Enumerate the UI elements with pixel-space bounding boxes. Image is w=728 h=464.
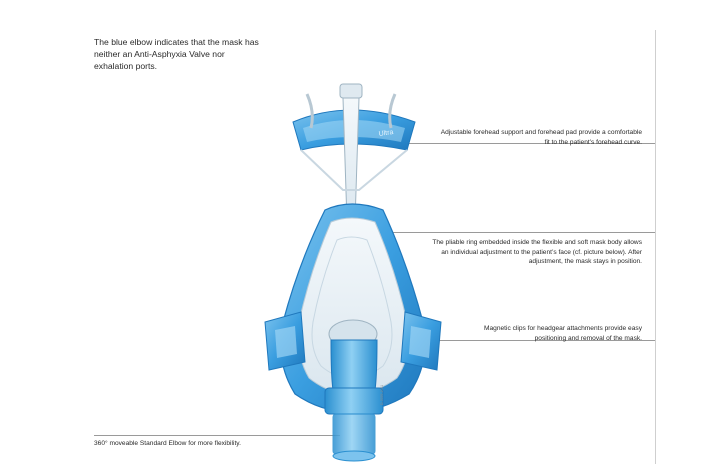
standard-elbow [325,320,383,461]
brand-mark: Ultra [378,128,394,138]
part-code: D-3359-2011 [380,384,384,405]
intro-paragraph: The blue elbow indicates that the mask has neither an Anti-Asphyxia Valve nor exhalation ports. [94,37,259,71]
callout-magnetic-clips: Magnetic clips for headgear attachments provide easy positioning and removal of the mask. [484,325,642,342]
mask-illustration [255,72,465,464]
margin-rule [655,30,656,464]
callout-pliable-ring: The pliable ring embedded inside the flexible and soft mask body allows an individual adjustment to the patient’s face (cf. picture below). After adjustment, the mask stays in position. [432,239,642,265]
callout-standard-elbow: 360° moveable Standard Elbow for more flexibility. [94,440,241,447]
callout-forehead-support: Adjustable forehead support and forehead pad provide a comfortable fit to the patient’s forehead curve. [440,129,642,146]
